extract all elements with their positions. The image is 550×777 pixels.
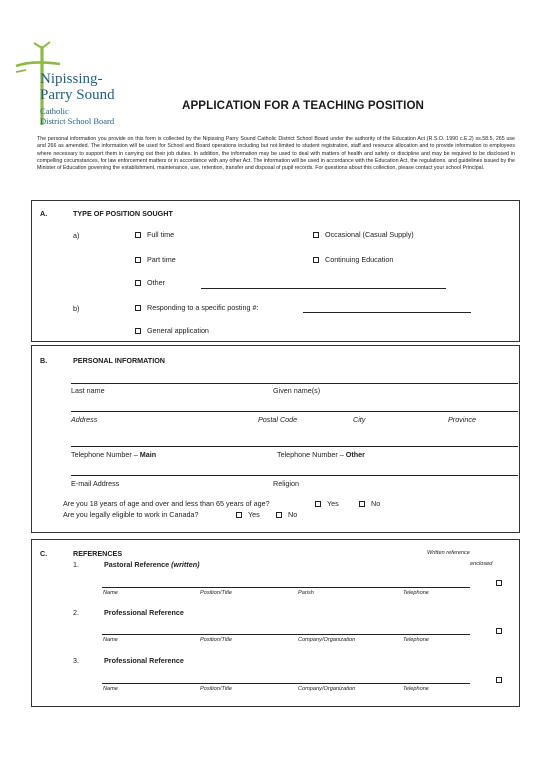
- section-b: [31, 345, 520, 533]
- city-label: City: [353, 415, 366, 424]
- posting-checkbox[interactable]: [135, 305, 141, 311]
- continuing-education-option[interactable]: [313, 255, 393, 264]
- other-input-line[interactable]: [201, 288, 446, 289]
- reference-2-title: Professional Reference: [104, 608, 184, 617]
- posting-label: Responding to a specific posting #:: [147, 303, 259, 312]
- section-a-title: TYPE OF POSITION SOUGHT: [73, 209, 173, 218]
- age-yes-option[interactable]: [315, 499, 339, 508]
- age-no-option[interactable]: [359, 499, 380, 508]
- other-label: Other: [147, 278, 165, 287]
- reference-3-enclosed-checkbox[interactable]: [496, 677, 502, 683]
- age-yes-checkbox[interactable]: [315, 501, 321, 507]
- reference-2-input-line[interactable]: [102, 634, 470, 635]
- continuing-education-checkbox[interactable]: [313, 257, 319, 263]
- logo-line-2: Parry Sound: [40, 87, 115, 103]
- address-input-line[interactable]: [71, 411, 518, 412]
- province-label: Province: [448, 415, 476, 424]
- eligible-no-label: No: [288, 510, 298, 519]
- posting-number-input-line[interactable]: [303, 312, 471, 313]
- religion-label: Religion: [273, 479, 299, 488]
- last-name-label: Last name: [71, 386, 105, 395]
- section-b-letter: B.: [40, 356, 48, 365]
- reference-3-company-label: Company/Organization: [298, 686, 356, 692]
- reference-3-input-line[interactable]: [102, 683, 470, 684]
- reference-1-title: Pastoral Reference (written): [104, 560, 200, 569]
- reference-1-number: 1.: [73, 560, 79, 569]
- age-no-label: No: [371, 499, 381, 508]
- other-checkbox[interactable]: [135, 280, 141, 286]
- section-b-title: PERSONAL INFORMATION: [73, 356, 165, 365]
- reference-2-number: 2.: [73, 608, 79, 617]
- reference-3-position-label: Position/Title: [200, 686, 232, 692]
- reference-2-enclosed-checkbox[interactable]: [496, 628, 502, 634]
- reference-1-telephone-label: Telephone: [403, 590, 429, 596]
- general-application-option[interactable]: [135, 326, 209, 335]
- reference-1-parish-label: Parish: [298, 590, 314, 596]
- privacy-notice: The personal information you provide on this form is collected by the Nipissing Parry Sound Catholic District School Board under the authority of the Education Act (R.S.O. 1990 c.E.2) ss.58.5, 265 use and 266 as amended. The information will be used for School and Board operations including but not limited to student registration, staff and resource allocation and to provide information to employees where necessary to support them in carrying out their job duties. In addition, the information may be used to deal with matters of health and safety or discipline and may be required to be disclosed in compelling circumstances, for law enforcement matters or in accordance with any other Act. The information will be used in accordance with the Education Act, the regulations, and guidelines issued by the Minister of Education governing the establishment, maintenance, use, retention, transfer and disposal of pupil records. For questions about this collection, please contact your school Principal.: [37, 136, 515, 172]
- enclosed-header: enclosed: [470, 561, 493, 567]
- part-time-checkbox[interactable]: [135, 257, 141, 263]
- telephone-input-line[interactable]: [71, 446, 518, 447]
- email-label: E-mail Address: [71, 479, 120, 488]
- full-time-option[interactable]: [135, 230, 174, 239]
- reference-3-title: Professional Reference: [104, 656, 184, 665]
- reference-2-company-label: Company/Organization: [298, 637, 356, 643]
- email-religion-input-line[interactable]: [71, 475, 518, 476]
- occasional-label: Occasional (Casual Supply): [325, 230, 414, 239]
- occasional-option[interactable]: [313, 230, 414, 239]
- eligible-yes-option[interactable]: [236, 510, 260, 519]
- section-c-letter: C.: [40, 549, 48, 558]
- logo-line-3: Catholic: [40, 106, 69, 116]
- reference-2-telephone-label: Telephone: [403, 637, 429, 643]
- option-b-label: b): [73, 304, 80, 313]
- reference-1-name-label: Name: [103, 590, 118, 596]
- written-reference-header: Written reference: [427, 550, 470, 556]
- eligibility-question: Are you legally eligible to work in Canada?: [63, 510, 199, 519]
- telephone-other-label: Telephone Number – Other: [277, 450, 365, 459]
- section-a-letter: A.: [40, 209, 48, 218]
- age-no-checkbox[interactable]: [359, 501, 365, 507]
- reference-3-number: 3.: [73, 656, 79, 665]
- reference-1-input-line[interactable]: [102, 587, 470, 588]
- logo-line-1: Nipissing-: [40, 71, 103, 87]
- reference-2-position-label: Position/Title: [200, 637, 232, 643]
- eligible-no-checkbox[interactable]: [276, 512, 282, 518]
- posting-option[interactable]: [135, 303, 258, 312]
- eligible-yes-label: Yes: [248, 510, 260, 519]
- option-a-label: a): [73, 231, 80, 240]
- board-logo: [12, 40, 132, 135]
- occasional-checkbox[interactable]: [313, 232, 319, 238]
- general-application-checkbox[interactable]: [135, 328, 141, 334]
- general-application-label: General application: [147, 326, 209, 335]
- telephone-main-label: Telephone Number – Main: [71, 450, 157, 459]
- reference-1-enclosed-checkbox[interactable]: [496, 580, 502, 586]
- full-time-label: Full time: [147, 230, 175, 239]
- name-input-line[interactable]: [71, 383, 518, 384]
- reference-2-name-label: Name: [103, 637, 118, 643]
- section-c: [31, 539, 520, 707]
- reference-3-telephone-label: Telephone: [403, 686, 429, 692]
- part-time-option[interactable]: [135, 255, 176, 264]
- reference-1-position-label: Position/Title: [200, 590, 232, 596]
- given-names-label: Given name(s): [273, 386, 321, 395]
- reference-3-name-label: Name: [103, 686, 118, 692]
- logo-line-4: District School Board: [40, 116, 115, 126]
- eligible-yes-checkbox[interactable]: [236, 512, 242, 518]
- section-c-title: REFERENCES: [73, 549, 123, 558]
- continuing-education-label: Continuing Education: [325, 255, 394, 264]
- postal-code-label: Postal Code: [258, 415, 298, 424]
- address-label: Address: [71, 415, 98, 424]
- eligible-no-option[interactable]: [276, 510, 297, 519]
- full-time-checkbox[interactable]: [135, 232, 141, 238]
- age-yes-label: Yes: [327, 499, 339, 508]
- age-question: Are you 18 years of age and over and less than 65 years of age?: [63, 499, 270, 508]
- section-a: [31, 200, 520, 342]
- other-option[interactable]: [135, 278, 165, 287]
- page-title: APPLICATION FOR A TEACHING POSITION: [182, 99, 425, 112]
- part-time-label: Part time: [147, 255, 176, 264]
